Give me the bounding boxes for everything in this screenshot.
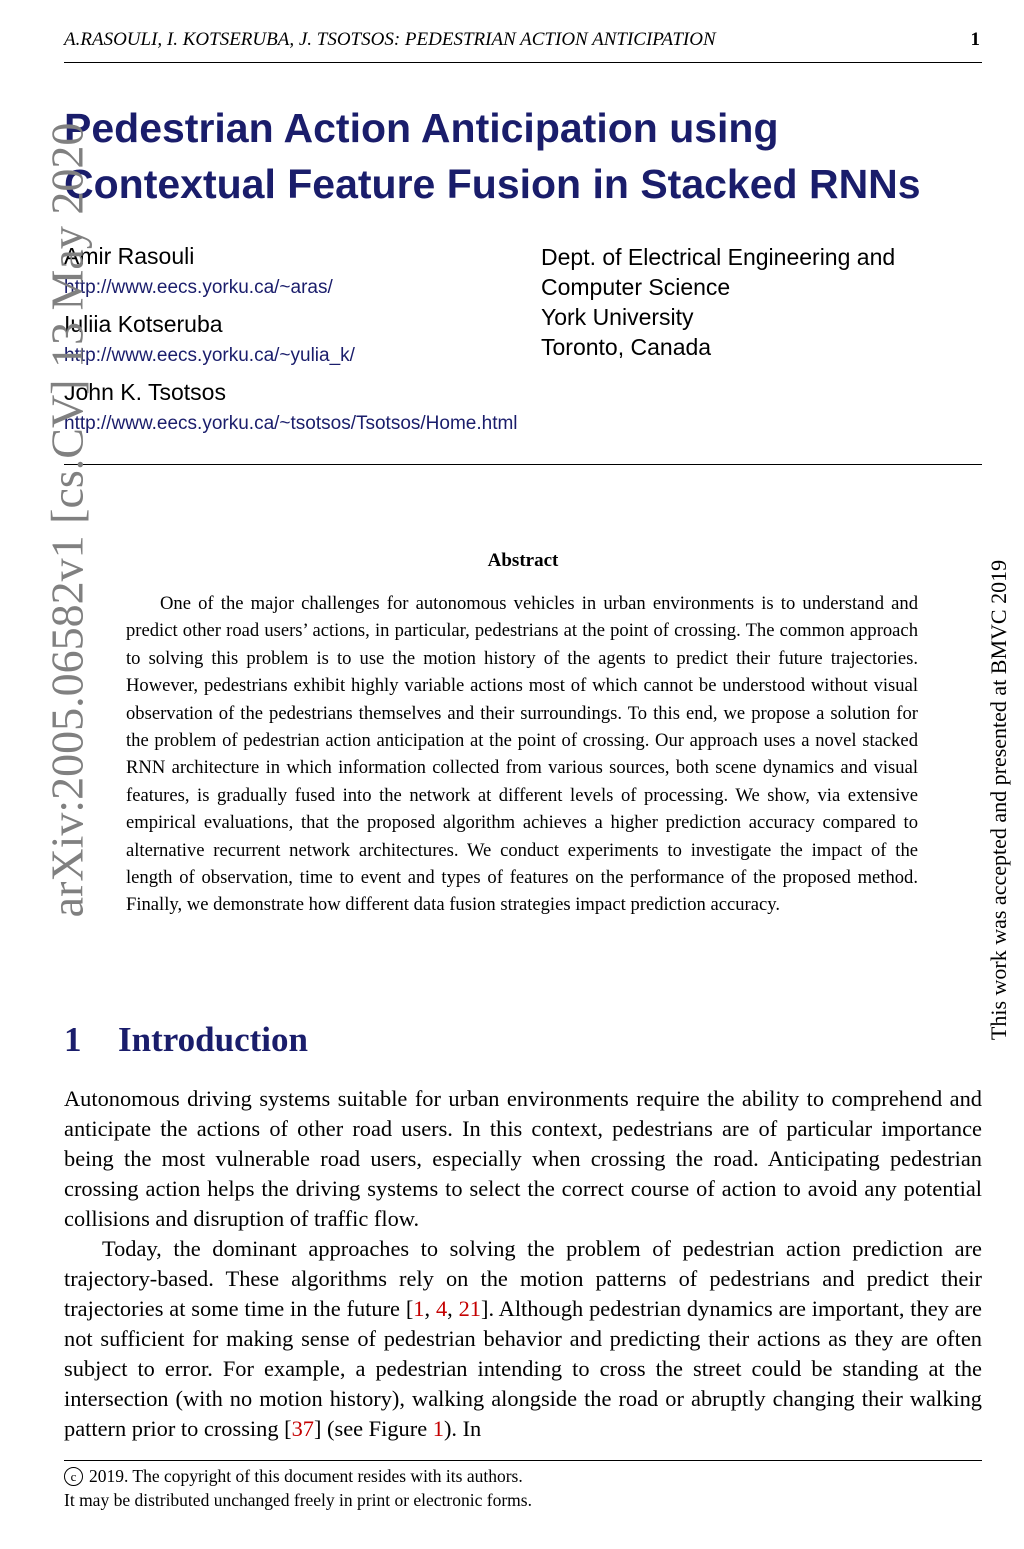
section-title: Introduction [118,1020,308,1059]
title-block-rule [64,464,982,465]
title-line-1: Pedestrian Action Anticipation using [64,105,779,151]
arxiv-id: arXiv:2005.06582v1 [cs.CV] 13 May 2020 [41,122,93,918]
citation-link[interactable]: 4 [435,1296,448,1321]
copyright-icon: c [64,1467,83,1486]
paper-title [64,100,994,212]
paragraph: Autonomous driving systems suitable for urban environments require the ability to comprehend and anticipate the actions of other road users. In this context, pedestrians are of particular importance being the most vulnerable road users, especially when crossing the road. Anticipating pedestrian crossing action helps the driving systems to select the correct course of action to avoid any potential collisions and disruption of traffic flow. [64,1086,982,1231]
footer-line: It may be distributed unchanged freely in print or electronic forms. [64,1490,532,1510]
text-run: , [447,1296,459,1321]
running-title: A.RASOULI, I. KOTSERUBA, J. TSOTSOS: PEDESTRIAN ACTION ANTICIPATION [64,29,716,50]
figure-reference-link[interactable]: 1 [432,1416,444,1441]
author-name: Amir Rasouli [64,243,195,269]
text-run: Today, the dominant approaches to solving the problem of pedestrian action prediction are trajectory-based. These algorithms rely on the motion patterns of pedestrians and predict their trajectories at some time in the future [ [64,1236,982,1321]
footer-text: 2019. The copyright of this document resides with its authors. [89,1466,523,1486]
author-name: Iuliia Kotseruba [64,311,223,337]
citation-link[interactable]: 37 [291,1416,314,1441]
author-url-link[interactable]: http://www.eecs.yorku.ca/~yulia_k/ [64,345,355,366]
affiliation-line: Computer Science [541,274,731,300]
author-list [64,240,584,444]
venue-note-text: This work was accepted and presented at BMVC 2019 [986,559,1011,1041]
text-run: ). In [443,1416,482,1441]
abstract-heading: Abstract [487,550,559,571]
affiliation [541,242,991,362]
footer-line [64,1464,982,1488]
title-line-2: Contextual Feature Fusion in Stacked RNNs [64,161,921,207]
page-number: 1 [970,29,980,50]
citation-link[interactable]: 1 [413,1296,425,1321]
affiliation-line: Dept. of Electrical Engineering and [541,244,896,270]
affiliation-line: York University [541,304,694,330]
copyright-footer [64,1464,982,1512]
author-name: John K. Tsotsos [64,379,226,405]
author-url-link[interactable]: http://www.eecs.yorku.ca/~tsotsos/Tsotsos/Home.html [64,413,518,434]
citation-link[interactable]: 21 [458,1296,481,1321]
paragraph [64,1234,982,1444]
text-run: ] (see Figure [313,1416,433,1441]
section-number: 1 [64,1020,82,1059]
text-run: , [424,1296,436,1321]
text-run: ]. Although pedestrian dynamics are important, they are not sufficient for making sense of pedestrian behavior and predicting their actions as they are often subject to error. For example, a pedestrian intending to cross the street could be standing at the intersection (with no motion history), walking alongside the road or abruptly changing their walking pattern prior to crossing [ [64,1296,982,1441]
introduction-body [64,1084,982,1444]
author-url-link[interactable]: http://www.eecs.yorku.ca/~aras/ [64,277,333,298]
abstract-text: One of the major challenges for autonomous vehicles in urban environments is to understand and predict other road users’ actions, in particular, pedestrians at the point of crossing. The common approach to solving this problem is to use the motion history of the agents to predict their future trajectories. However, pedestrians exhibit highly variable actions most of which cannot be understood without visual observation of the pedestrians themselves and their surroundings. To this end, we propose a solution for the problem of pedestrian action anticipation at the point of crossing. Our approach uses a novel stacked RNN architecture in which information collected from various sources, both scene dynamics and visual features, is gradually fused into the network at different levels of processing. We show, via extensive empirical evaluations, that the proposed algorithm achieves a higher prediction accuracy compared to alternative recurrent network architectures. We conduct experiments to investigate the impact of the length of observation, time to event and types of features on the performance of the proposed method. Finally, we demonstrate how different data fusion strategies impact prediction accuracy. [126,593,918,916]
footer-rule [64,1460,982,1461]
running-head [64,28,982,52]
section-heading-introduction [64,1018,664,1062]
affiliation-line: Toronto, Canada [541,334,712,360]
header-rule [64,62,982,63]
